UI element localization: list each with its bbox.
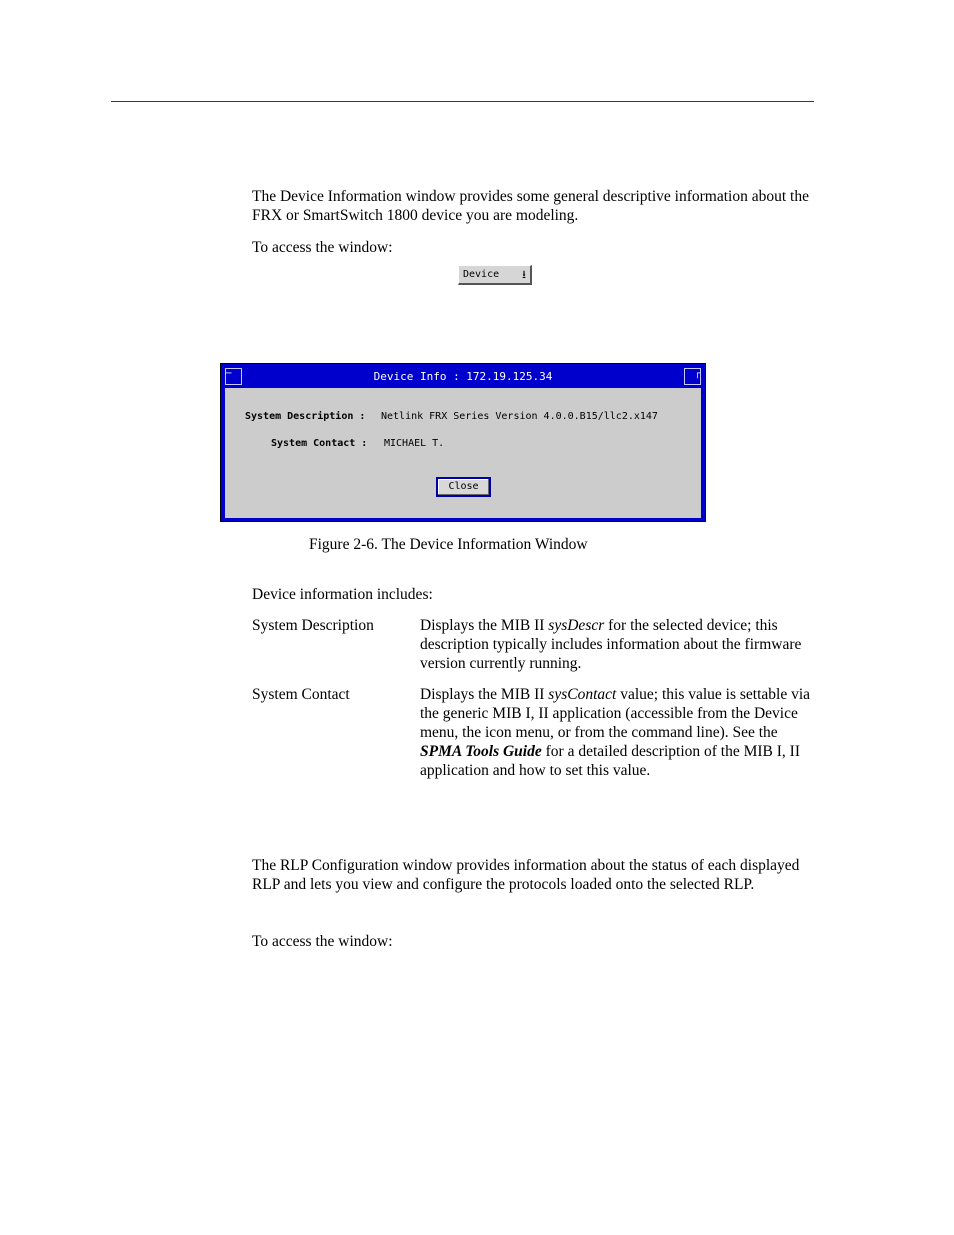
system-contact-value: MICHAEL T. — [384, 438, 445, 449]
figure-caption: Figure 2-6. The Device Information Window — [309, 536, 588, 553]
includes-text: Device information includes: — [252, 586, 433, 603]
term-system-description: System Description — [252, 617, 374, 634]
definition-system-description: Displays the MIB II sysDescr for the selected device; this description typically includes information about the firmware version currently running. — [420, 617, 802, 672]
definition-system-contact: Displays the MIB II sysContact value; this value is settable via the generic MIB I, II application (accessible from the Device menu, the icon menu, or from the command line). See the SPMA Tools Guide for a detailed description of the MIB I, II application and how to set this value. — [420, 686, 811, 779]
dropdown-arrow-icon: ⭳ — [522, 268, 526, 281]
window-client-area — [225, 388, 701, 518]
term-system-contact: System Contact — [252, 686, 350, 703]
rlp-access-text: To access the window: — [252, 933, 393, 950]
system-description-value: Netlink FRX Series Version 4.0.0.B15/llc2.x147 — [381, 411, 658, 422]
rlp-paragraph: The RLP Configuration window provides information about the status of each displayed RLP and lets you view and configure the protocols loaded onto the selected RLP. — [252, 857, 800, 893]
device-menu-button[interactable] — [458, 265, 532, 285]
spma-tools-guide-reference: SPMA Tools Guide — [420, 743, 542, 760]
header-rule — [111, 101, 814, 102]
intro-paragraph: The Device Information window provides some general descriptive information about the FRX or SmartSwitch 1800 device you are modeling. — [252, 188, 809, 224]
window-menu-icon[interactable]: ─ — [225, 368, 242, 385]
system-contact-label: System Contact : — [271, 438, 368, 449]
device-button-label: Device — [463, 269, 500, 280]
system-description-label: System Description : — [245, 411, 366, 422]
window-maximize-icon[interactable]: ┌ — [684, 368, 701, 385]
close-button[interactable]: Close — [436, 477, 491, 497]
intro-access-text: To access the window: — [252, 239, 393, 256]
window-title: Device Info : 172.19.125.34 — [224, 367, 702, 387]
device-info-window — [220, 363, 706, 522]
